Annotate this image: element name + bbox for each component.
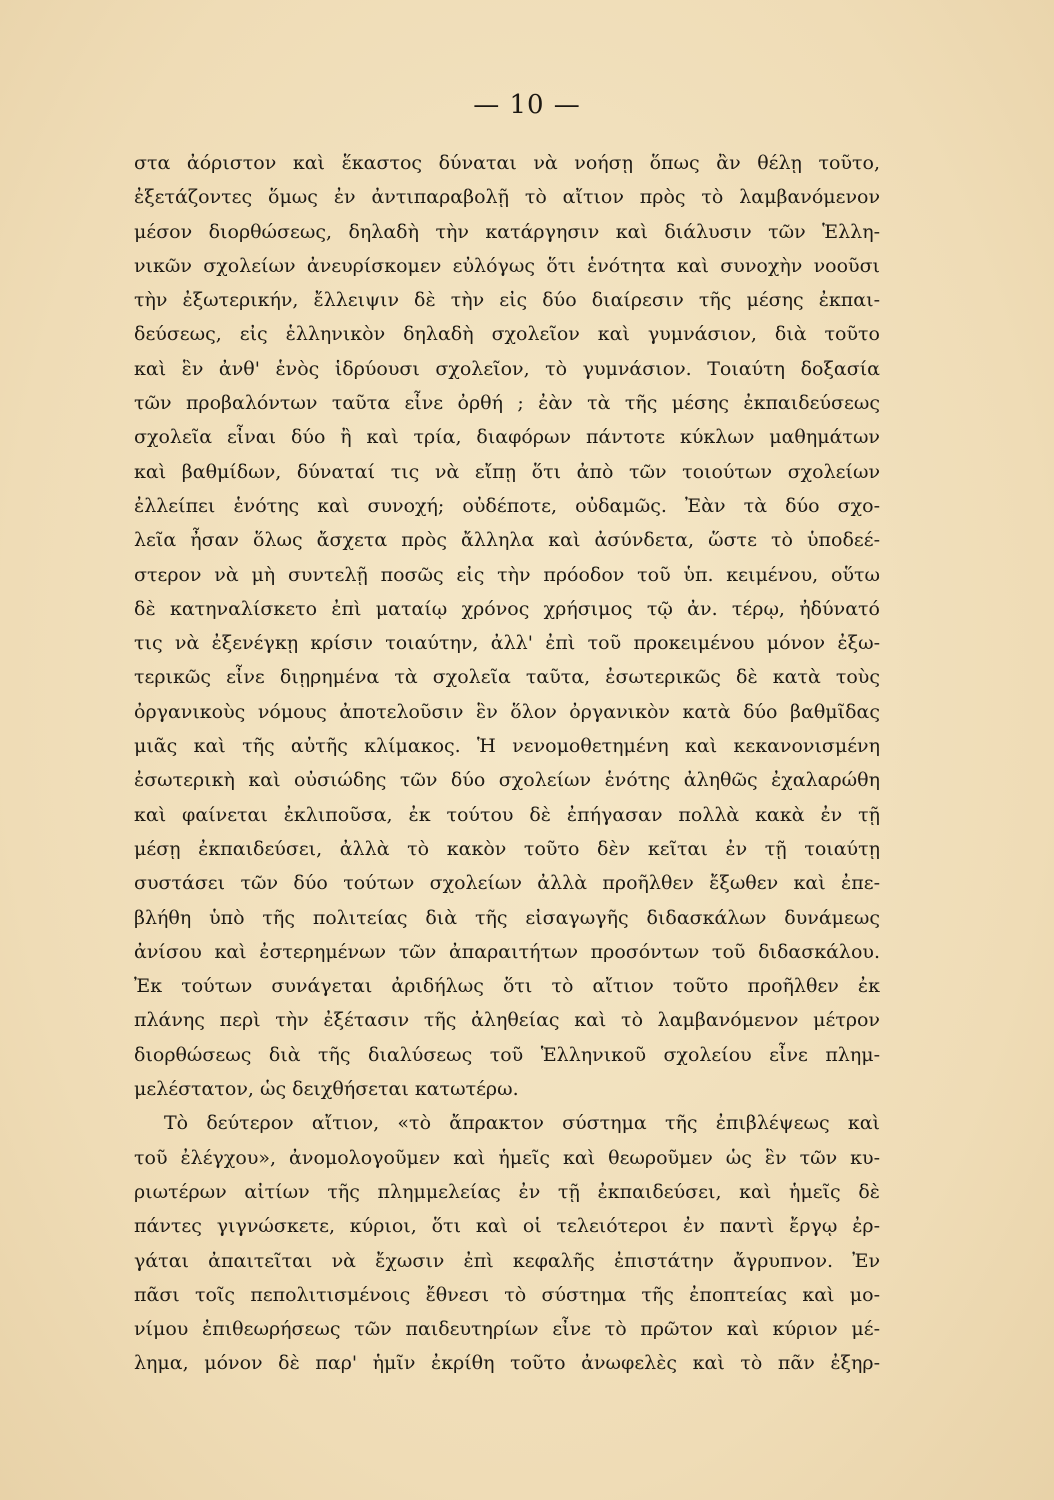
text-line: πλάνης περὶ τὴν ἐξέτασιν τῆς ἀληθείας καὶ τὸ λαμβανόμενον μέτρον bbox=[134, 1009, 880, 1032]
text-line: τῶν προβαλόντων ταῦτα εἶνε ὀρθή ; ἐὰν τὰ τῆς μέσης ἐκπαιδεύσεως bbox=[134, 392, 880, 415]
text-line: πᾶσι τοῖς πεπολιτισμένοις ἔθνεσι τὸ σύστημα τῆς ἐποπτείας καὶ μο- bbox=[134, 1283, 880, 1306]
text-line: τὴν ἐξωτερικήν, ἔλλειψιν δὲ τὴν εἰς δύο διαίρεσιν τῆς μέσης ἐκπαι- bbox=[134, 289, 880, 312]
text-line: μιᾶς καὶ τῆς αὐτῆς κλίμακος. Ἡ νενομοθετημένη καὶ κεκανονισμένη bbox=[134, 735, 880, 758]
text-line: δὲ κατηναλίσκετο ἐπὶ ματαίῳ χρόνος χρήσιμος τῷ ἀν. τέρῳ, ἠδύνατό bbox=[134, 597, 880, 620]
text-line: στερον νὰ μὴ συντελῇ ποσῶς εἰς τὴν πρόοδον τοῦ ὑπ. κειμένου, οὕτω bbox=[134, 563, 880, 586]
text-line: ριωτέρων αἰτίων τῆς πλημμελείας ἐν τῇ ἐκπαιδεύσει, καὶ ἡμεῖς δὲ bbox=[134, 1180, 880, 1203]
text-line: Ἐκ τούτων συνάγεται ἀριδήλως ὅτι τὸ αἴτιον τοῦτο προῆλθεν ἐκ bbox=[134, 975, 880, 998]
text-line: τις νὰ ἐξενέγκῃ κρίσιν τοιαύτην, ἀλλ' ἐπὶ τοῦ προκειμένου μόνον ἐξω- bbox=[134, 632, 880, 655]
text-line: τοῦ ἐλέγχου», ἀνομολογοῦμεν καὶ ἡμεῖς καὶ θεωροῦμεν ὡς ἓν τῶν κυ- bbox=[134, 1146, 880, 1169]
text-line: Τὸ δεύτερον αἴτιον, «τὸ ἄπρακτον σύστημα τῆς ἐπιβλέψεως καὶ bbox=[164, 1112, 880, 1135]
text-line: ἐλλείπει ἑνότης καὶ συνοχή; οὐδέποτε, οὐδαμῶς. Ἐὰν τὰ δύο σχο- bbox=[134, 494, 880, 517]
text-line: ἐξετάζοντες ὅμως ἐν ἀντιπαραβολῇ τὸ αἴτιον πρὸς τὸ λαμβανόμενον bbox=[134, 186, 880, 209]
text-line: διορθώσεως διὰ τῆς διαλύσεως τοῦ Ἑλληνικοῦ σχολείου εἶνε πλημ- bbox=[134, 1043, 880, 1066]
text-line: ἀνίσου καὶ ἐστερημένων τῶν ἀπαραιτήτων προσόντων τοῦ διδασκάλου. bbox=[134, 940, 880, 963]
text-line: λεῖα ἦσαν ὅλως ἄσχετα πρὸς ἄλληλα καὶ ἀσύνδετα, ὥστε τὸ ὑποδεέ- bbox=[134, 529, 880, 552]
page-number: — 10 — bbox=[473, 90, 581, 120]
text-line: μέσῃ ἐκπαιδεύσει, ἀλλὰ τὸ κακὸν τοῦτο δὲν κεῖται ἐν τῇ τοιαύτῃ bbox=[134, 837, 880, 860]
text-line: στα ἀόριστον καὶ ἕκαστος δύναται νὰ νοήσῃ ὅπως ἂν θέλῃ τοῦτο, bbox=[134, 152, 880, 174]
text-line: νίμου ἐπιθεωρήσεως τῶν παιδευτηρίων εἶνε τὸ πρῶτον καὶ κύριον μέ- bbox=[134, 1318, 880, 1341]
text-line: συστάσει τῶν δύο τούτων σχολείων ἀλλὰ προῆλθεν ἔξωθεν καὶ ἐπε- bbox=[134, 872, 880, 895]
text-line: βλήθη ὑπὸ τῆς πολιτείας διὰ τῆς εἰσαγωγῆς διδασκάλων δυνάμεως bbox=[134, 906, 880, 929]
text-line: λημα, μόνον δὲ παρ' ἡμῖν ἐκρίθη τοῦτο ἀνωφελὲς καὶ τὸ πᾶν ἐξηρ- bbox=[134, 1352, 880, 1375]
text-line: ἐσωτερικὴ καὶ οὐσιώδης τῶν δύο σχολείων ἑνότης ἀληθῶς ἐχαλαρώθη bbox=[134, 769, 880, 792]
text-line: μέσον διορθώσεως, δηλαδὴ τὴν κατάργησιν καὶ διάλυσιν τῶν Ἑλλη- bbox=[134, 220, 880, 243]
text-line: μελέστατον, ὡς δειχθήσεται κατωτέρω. bbox=[134, 1078, 519, 1101]
text-line: δεύσεως, εἰς ἑλληνικὸν δηλαδὴ σχολεῖον καὶ γυμνάσιον, διὰ τοῦτο bbox=[134, 323, 880, 346]
text-line: καὶ ἓν ἀνθ' ἑνὸς ἱδρύουσι σχολεῖον, τὸ γυμνάσιον. Τοιαύτη δοξασία bbox=[134, 357, 880, 380]
text-line: σχολεῖα εἶναι δύο ἢ καὶ τρία, διαφόρων πάντοτε κύκλων μαθημάτων bbox=[134, 426, 880, 449]
text-line: νικῶν σχολείων ἀνευρίσκομεν εὐλόγως ὅτι ἑνότητα καὶ συνοχὴν νοοῦσι bbox=[134, 254, 880, 277]
paragraph-2 bbox=[134, 1106, 880, 1380]
paragraph-1 bbox=[134, 146, 880, 1106]
text-line: καὶ βαθμίδων, δύναταί τις νὰ εἴπῃ ὅτι ἀπὸ τῶν τοιούτων σχολείων bbox=[134, 460, 880, 483]
text-line: τερικῶς εἶνε διῃρημένα τὰ σχολεῖα ταῦτα, ἐσωτερικῶς δὲ κατὰ τοὺς bbox=[134, 666, 880, 689]
text-line: πάντες γιγνώσκετε, κύριοι, ὅτι καὶ οἱ τελειότεροι ἐν παντὶ ἔργῳ ἐρ- bbox=[134, 1215, 880, 1238]
text-line: ὀργανικοὺς νόμους ἀποτελοῦσιν ἓν ὅλον ὀργανικὸν κατὰ δύο βαθμῖδας bbox=[134, 700, 880, 723]
text-line: γάται ἀπαιτεῖται νὰ ἔχωσιν ἐπὶ κεφαλῆς ἐπιστάτην ἄγρυπνον. Ἐν bbox=[134, 1249, 880, 1272]
text-line: καὶ φαίνεται ἐκλιποῦσα, ἐκ τούτου δὲ ἐπήγασαν πολλὰ κακὰ ἐν τῇ bbox=[134, 803, 880, 826]
body-text bbox=[134, 146, 880, 1381]
